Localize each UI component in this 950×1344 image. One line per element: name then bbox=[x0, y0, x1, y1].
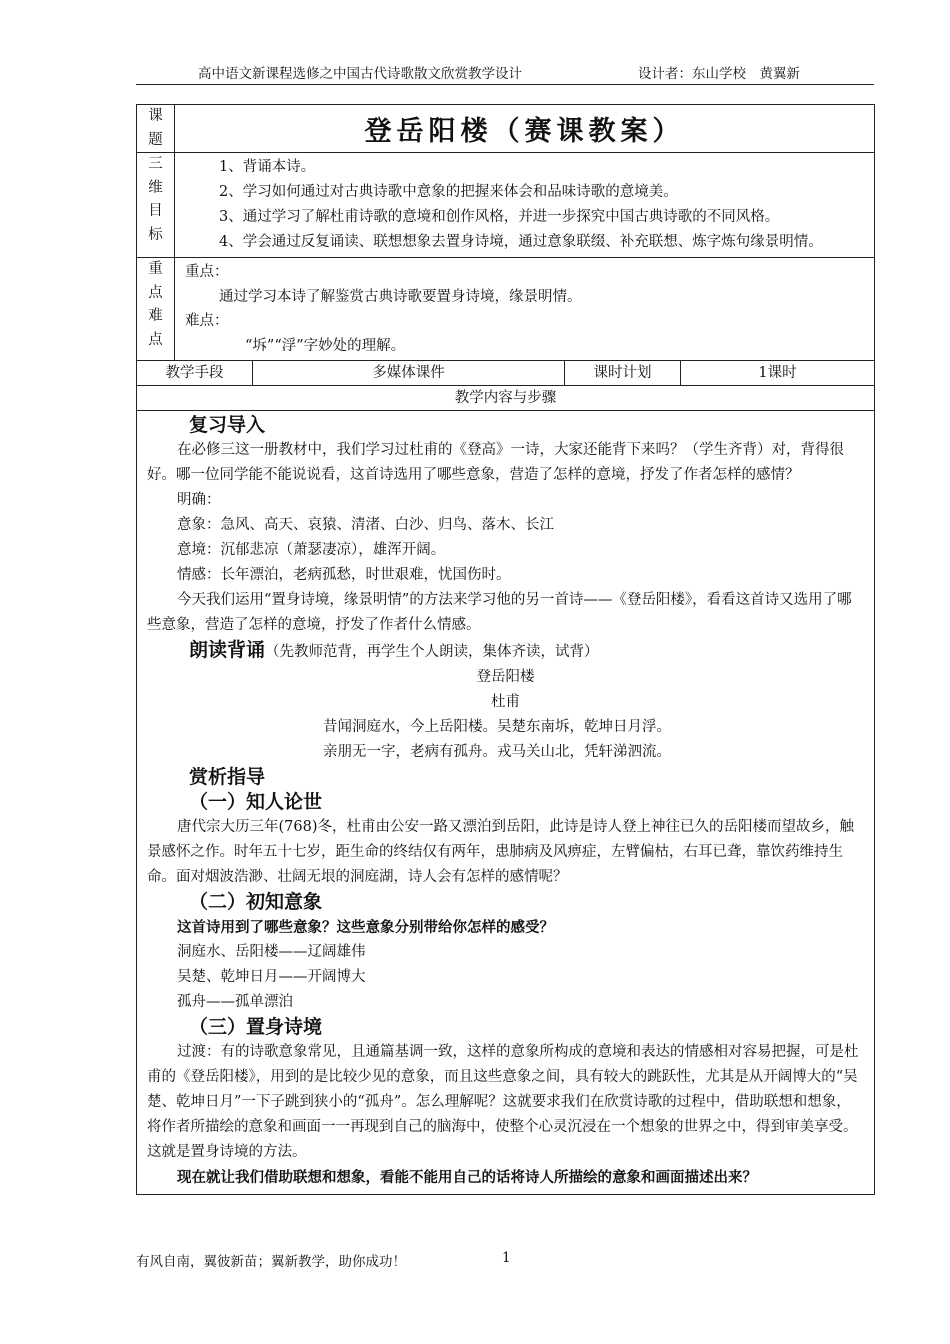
section-review-title: 复习导入 bbox=[189, 414, 266, 436]
steps-header-row bbox=[137, 386, 875, 411]
task-prompt: 现在就让我们借助联想和想象，看能不能用自己的话将诗人所描绘的意象和画面描述出来？ bbox=[177, 1169, 757, 1186]
poem-line: 亲朋无一字，老病有孤舟。戎马关山北，凭轩涕泗流。 bbox=[323, 744, 671, 760]
page-number: 1 bbox=[502, 1250, 511, 1266]
lesson-title: 登岳阳楼（赛课教案） bbox=[364, 116, 685, 147]
section-analysis-title: 赏析指导 bbox=[189, 766, 266, 788]
difficulty-title: 难点： bbox=[185, 313, 229, 329]
goals-row bbox=[137, 153, 875, 258]
goals-cell bbox=[175, 153, 875, 258]
hours-label: 课时计划 bbox=[565, 361, 681, 386]
means-row bbox=[137, 361, 875, 386]
content-cell bbox=[137, 411, 875, 1195]
emotion-line: 情感：长年漂泊，老病孤愁，时世艰难，忧国伤时。 bbox=[177, 567, 511, 583]
subsection-immerse-title: （三）置身诗境 bbox=[189, 1016, 323, 1038]
goal-item: 3、通过学习了解杜甫诗歌的意境和创作风格，并进一步探究中国古典诗歌的不同风格。 bbox=[219, 209, 780, 225]
review-paragraph: 在必修三这一册教材中，我们学习过杜甫的《登高》一诗，大家还能背下来吗？（学生齐背）对，背得很好。哪一位同学能不能说说看，这首诗选用了哪些意象，营造了怎样的意境，抒发了作者怎样的感情？ bbox=[147, 442, 844, 483]
poem-line: 昔闻洞庭水，今上岳阳楼。吴楚东南坼，乾坤日月浮。 bbox=[323, 719, 671, 735]
hours-value: 1课时 bbox=[681, 361, 875, 386]
topic-row bbox=[137, 105, 875, 153]
context-paragraph: 唐代宗大历三年(768)冬，杜甫由公安一路又漂泊到岳阳，此诗是诗人登上神往已久的岳阳楼而望故乡，触景感怀之作。时年五十七岁，距生命的终结仅有两年，患肺病及风痹症，左臂偏枯，右耳已聋，靠饮药维持生命。面对烟波浩渺、壮阔无垠的洞庭湖，诗人会有怎样的感情呢？ bbox=[147, 819, 854, 885]
header-designer: 设计者：东山学校 黄翼新 bbox=[638, 66, 800, 82]
mood-line: 意境：沉郁悲凉（萧瑟凄凉），雄浑开阔。 bbox=[177, 542, 446, 558]
key-point-text: 通过学习本诗了解鉴赏古典诗歌要置身诗境，缘景明情。 bbox=[219, 288, 582, 305]
header-course-title: 高中语文新课程选修之中国古代诗歌散文欣赏教学设计 bbox=[198, 66, 522, 82]
goal-item: 1、背诵本诗。 bbox=[219, 159, 316, 175]
lesson-title-cell bbox=[175, 105, 875, 153]
difficulty-text: “坼”“浮”字妙处的理解。 bbox=[245, 337, 406, 354]
means-label: 教学手段 bbox=[137, 361, 253, 386]
recite-note: （先教师范背，再学生个人朗读，集体齐读，试背） bbox=[265, 644, 599, 660]
clarify-label: 明确： bbox=[177, 492, 221, 508]
lesson-plan-table bbox=[136, 104, 875, 1195]
imagery-question: 这首诗用到了哪些意象？这些意象分别带给你怎样的感受？ bbox=[177, 919, 554, 936]
page-header bbox=[136, 66, 874, 85]
topic-label: 课 题 bbox=[137, 105, 175, 153]
poem-author: 杜甫 bbox=[491, 694, 521, 710]
keys-row bbox=[137, 258, 875, 361]
keys-cell bbox=[175, 258, 875, 361]
imagery-line: 意象：急风、高天、哀猿、清渚、白沙、归鸟、落木、长江 bbox=[177, 517, 554, 533]
keys-label: 重 点 难 点 bbox=[137, 258, 175, 361]
goals-label: 三 维 目 标 bbox=[137, 153, 175, 258]
key-point-title: 重点： bbox=[185, 264, 229, 280]
subsection-imagery-title: （二）初知意象 bbox=[189, 891, 323, 913]
goal-item: 2、学习如何通过对古典诗歌中意象的把握来体会和品味诗歌的意境美。 bbox=[219, 184, 678, 200]
goal-item: 4、学会通过反复诵读、联想想象去置身诗境，通过意象联缀、补充联想、炼字炼句缘景明情。 bbox=[219, 234, 823, 250]
steps-header: 教学内容与步骤 bbox=[137, 386, 875, 411]
intro-paragraph: 今天我们运用“置身诗境，缘景明情”的方法来学习他的另一首诗——《登岳阳楼》，看看这首诗又选用了哪些意象，营造了怎样的意境，抒发了作者什么情感。 bbox=[147, 592, 852, 633]
means-value: 多媒体课件 bbox=[253, 361, 565, 386]
page-footer bbox=[136, 1250, 511, 1270]
imagery-item: 孤舟——孤单漂泊 bbox=[177, 994, 293, 1010]
imagery-item: 吴楚、乾坤日月——开阔博大 bbox=[177, 969, 366, 985]
subsection-context-title: （一）知人论世 bbox=[189, 791, 323, 813]
content-row bbox=[137, 411, 875, 1195]
footer-slogan: 有风自南，翼彼新苗；翼新教学，助你成功！ bbox=[136, 1254, 406, 1270]
imagery-item: 洞庭水、岳阳楼——辽阔雄伟 bbox=[177, 944, 366, 960]
section-recite-title: 朗读背诵（先教师范背，再学生个人朗读，集体齐读，试背） bbox=[189, 639, 599, 661]
transition-paragraph: 过渡：有的诗歌意象常见，且通篇基调一致，这样的意象所构成的意境和表达的情感相对容易把握，可是杜甫的《登岳阳楼》，用到的是比较少见的意象，而且这些意象之间，具有较大的跳跃性，尤其是从开阔博大的“吴楚、乾坤日月”一下子跳到狭小的“孤舟”。怎么理解呢？这就要求我们在欣赏诗歌的过程中，借助联想和想象，将作者所描绘的意象和画面一一再现到自己的脑海中，使整个心灵沉浸在一个想象的世界之中，得到审美享受。这就是置身诗境的方法。 bbox=[147, 1044, 859, 1160]
poem-title: 登岳阳楼 bbox=[476, 669, 535, 685]
